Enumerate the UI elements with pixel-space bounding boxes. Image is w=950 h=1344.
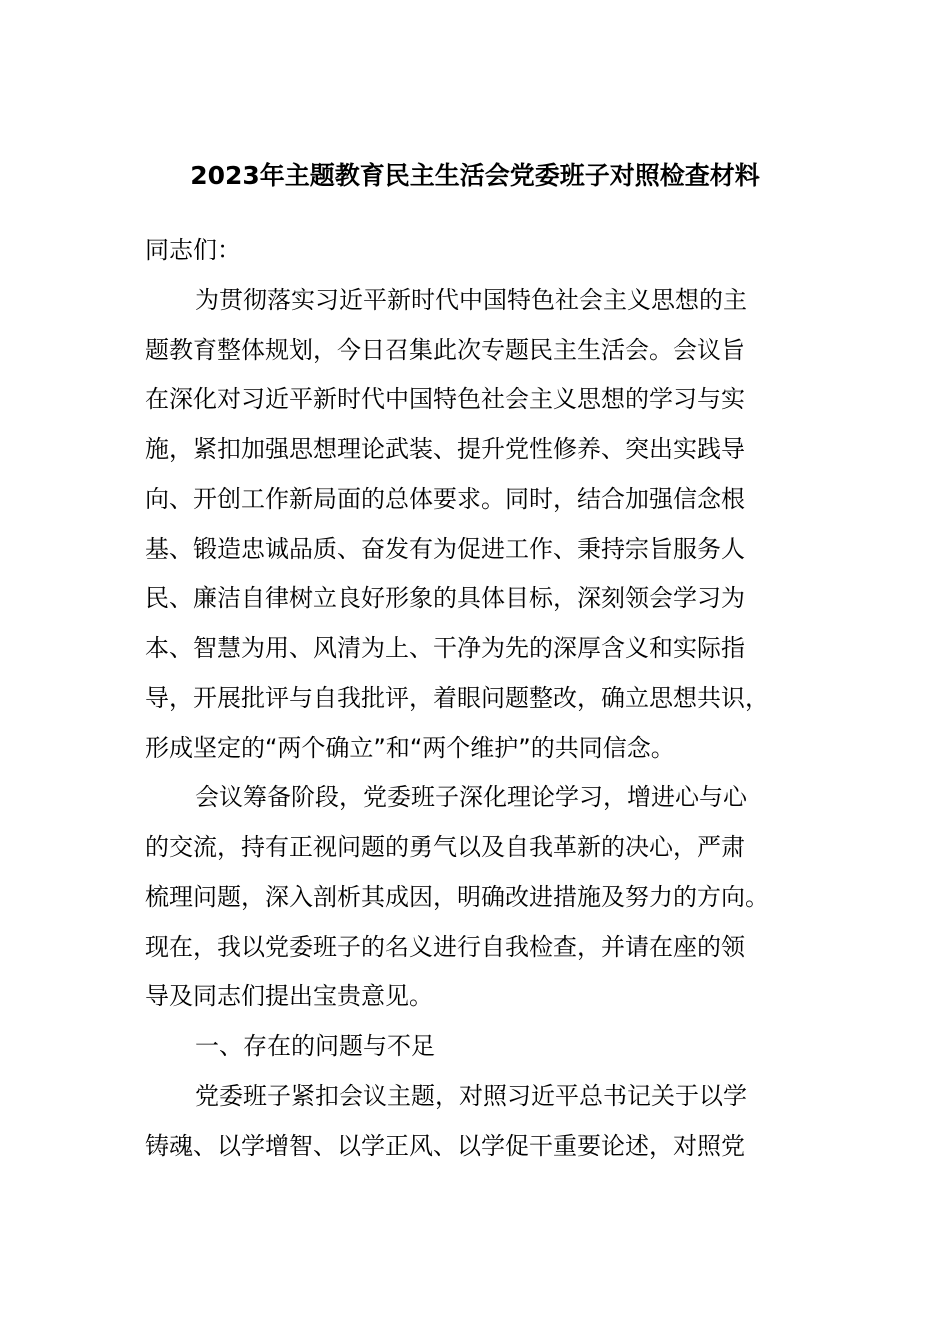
paragraph-line: 党委班子紧扣会议主题，对照习近平总书记关于以学 <box>195 1082 747 1110</box>
paragraph-line: 民、廉洁自律树立良好形象的具体目标，深刻领会学习为 <box>145 584 745 612</box>
section-heading: 一、存在的问题与不足 <box>195 1032 435 1060</box>
paragraph-line: 向、开创工作新局面的总体要求。同时，结合加强信念根 <box>145 485 745 513</box>
paragraph-line: 现在，我以党委班子的名义进行自我检查，并请在座的领 <box>145 933 745 961</box>
paragraph-line: 梳理问题，深入剖析其成因，明确改进措施及努力的方向。 <box>145 883 769 911</box>
paragraph-line: 基、锻造忠诚品质、奋发有为促进工作、秉持宗旨服务人 <box>145 535 745 563</box>
paragraph-line: 会议筹备阶段，党委班子深化理论学习，增进心与心 <box>195 783 747 811</box>
paragraph-line: 导及同志们提出宝贵意见。 <box>145 982 433 1010</box>
paragraph-line: 形成坚定的“两个确立”和“两个维护”的共同信念。 <box>145 734 675 762</box>
paragraph-line: 施，紧扣加强思想理论武装、提升党性修养、突出实践导 <box>145 435 745 463</box>
paragraph-line: 题教育整体规划，今日召集此次专题民主生活会。会议旨 <box>145 336 745 364</box>
paragraph-line: 导，开展批评与自我批评，着眼问题整改，确立思想共识， <box>145 684 769 712</box>
document-title: 2023年主题教育民主生活会党委班子对照检查材料 <box>190 161 760 190</box>
salutation: 同志们： <box>145 236 241 264</box>
paragraph-line: 本、智慧为用、风清为上、干净为先的深厚含义和实际指 <box>145 634 745 662</box>
paragraph-line: 为贯彻落实习近平新时代中国特色社会主义思想的主 <box>195 286 747 314</box>
paragraph-line: 铸魂、以学增智、以学正风、以学促干重要论述，对照党 <box>145 1132 745 1160</box>
paragraph-line: 的交流，持有正视问题的勇气以及自我革新的决心，严肃 <box>145 833 745 861</box>
paragraph-line: 在深化对习近平新时代中国特色社会主义思想的学习与实 <box>145 385 745 413</box>
